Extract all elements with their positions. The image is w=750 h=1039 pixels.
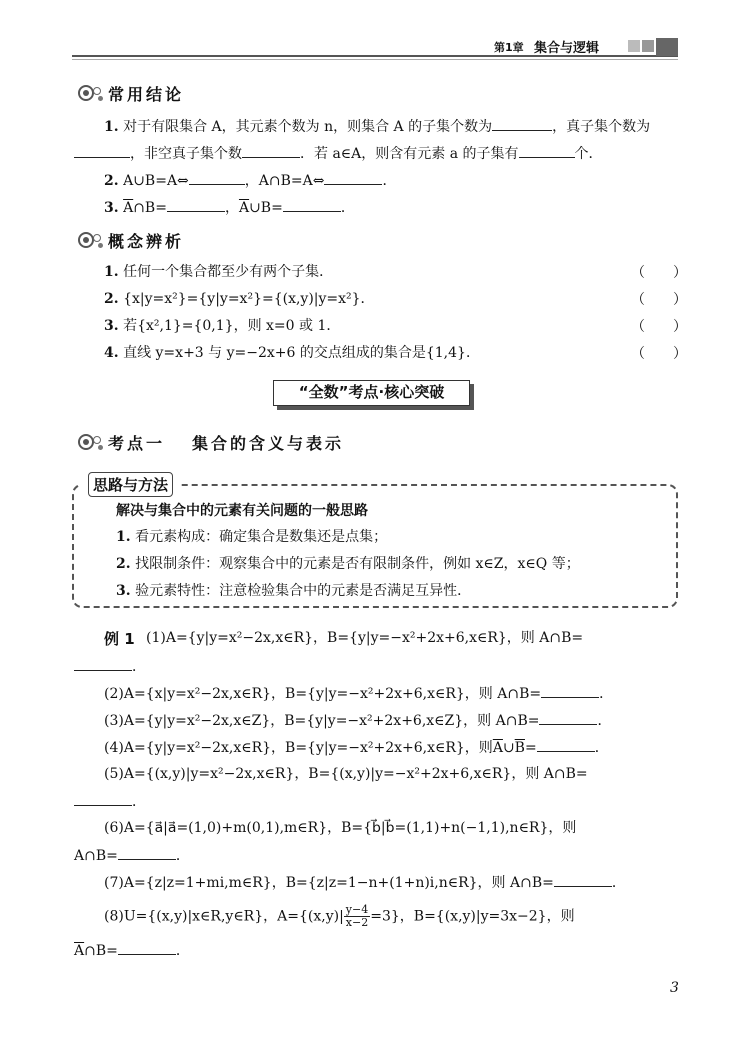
example-part-8: (8)U={(x,y)|x∈R,y∈R}，A={(x,y)| $\frac{y-4}{x-2}$ =3}，B={(x,y)|y=3x−2}，则 [104, 903, 575, 929]
section-banner [273, 380, 470, 406]
answer-paren[interactable]: （ ） [631, 319, 687, 335]
example-part-2: (2)A={x|y=x²−2x,x∈R}，B={y|y=−x²+2x+6,x∈R}，则 A∩B= ． [104, 683, 613, 704]
section-bullet-icon [78, 231, 104, 249]
method-tab [80, 470, 181, 496]
answer-paren[interactable]: （ ） [631, 265, 687, 281]
example-part-4: (4)A={y|y=x²−2x,x∈R}，B={y|y=−x²+2x+6,x∈R}，则$\overline{A}\cup\overline{B}=$ ． [104, 737, 609, 758]
example-part-1: (1)A={y|y=x²−2x,x∈R}，B={y|y=−x²+2x+6,x∈R}，则 A∩B= [146, 630, 584, 646]
header-chapter: 第1章 [494, 41, 524, 54]
section-title-concept: 概念辨析 [108, 232, 185, 251]
common-item-1-line-1: 1. 对于有限集合 A，其元素个数为 n，则集合 A 的子集个数为 ，真子集个数为 [104, 116, 650, 137]
header-deco-block-2 [642, 40, 654, 52]
common-item-1-line-2: ，非空真子集个数 ．若 a∈A，则含有元素 a 的子集有 个． [74, 143, 603, 164]
example-part-5: (5)A={(x,y)|y=x²−2x,x∈R}，B={(x,y)|y=−x²+2x+6,x∈R}，则 A∩B= [104, 766, 588, 782]
example-label: 例 1 [104, 630, 135, 648]
example-part-8-cont: $\overline{A}\cap B=$ ． [74, 940, 190, 961]
method-tab-label: 思路与方法 [88, 472, 173, 497]
method-item: 2. 找限制条件：观察集合中的元素是否有限制条件，例如 x∈Z，x∈Q 等； [116, 556, 580, 572]
concept-item: 1. 任何一个集合都至少有两个子集． [104, 264, 334, 280]
header-title: 集合与逻辑 [534, 41, 600, 56]
concept-item: 2. {x|y=x²}={y|y=x²}={(x,y)|y=x²}． [104, 291, 375, 307]
kaodian-title: 集合的含义与表示 [192, 434, 345, 453]
answer-paren[interactable]: （ ） [631, 292, 687, 308]
banner-text: “全数”考点·核心突破 [298, 383, 445, 401]
section-bullet-icon [78, 84, 104, 102]
concept-item: 3. 若{x²,1}={0,1}，则 x=0 或 1． [104, 318, 341, 334]
kaodian-label: 考点一 [108, 434, 166, 453]
common-item-2: 2. A∪B=A⇔ ，A∩B=A⇔ ． [104, 170, 396, 191]
example-part-6: (6)A={a⃗|a⃗=(1,0)+m(0,1),m∈R}，B={b⃗|b⃗=(1,1)+n(−1,1),n∈R}，则 [104, 820, 577, 836]
answer-paren[interactable]: （ ） [631, 346, 687, 362]
method-item: 3. 验元素特性：注意检验集合中的元素是否满足互异性． [116, 583, 472, 599]
page-number: 3 [670, 980, 679, 996]
header-deco-block-1 [628, 40, 640, 52]
example-part-1-cont: ． [74, 656, 146, 677]
method-heading: 解决与集合中的元素有关问题的一般思路 [116, 503, 368, 519]
example-part-7: (7)A={z|z=1+mi,m∈R}，B={z|z=1−n+(1+n)i,n∈R}，则 A∩B= ． [104, 872, 626, 893]
example-part-5-cont: ． [74, 791, 146, 812]
section-title-common: 常用结论 [108, 85, 185, 104]
fraction: $\frac{y-4}{x-2}$ [345, 903, 369, 929]
header-deco-block-3 [656, 38, 678, 56]
example-part-6-cont: A∩B= ． [74, 845, 190, 866]
header-rule-thin [72, 59, 678, 60]
method-item: 1. 看元素构成：确定集合是数集还是点集； [116, 529, 388, 545]
example-part-3: (3)A={y|y=x²−2x,x∈Z}，B={y|y=−x²+2x+6,x∈Z}，则 A∩B= ． [104, 710, 611, 731]
common-item-3: 3. $\overline{A}\cap B=$ ，$\overline{A}\cup B=$ ． [104, 197, 355, 218]
concept-item: 4. 直线 y=x+3 与 y=−2x+6 的交点组成的集合是{1,4}． [104, 345, 480, 361]
section-bullet-icon [78, 433, 104, 451]
